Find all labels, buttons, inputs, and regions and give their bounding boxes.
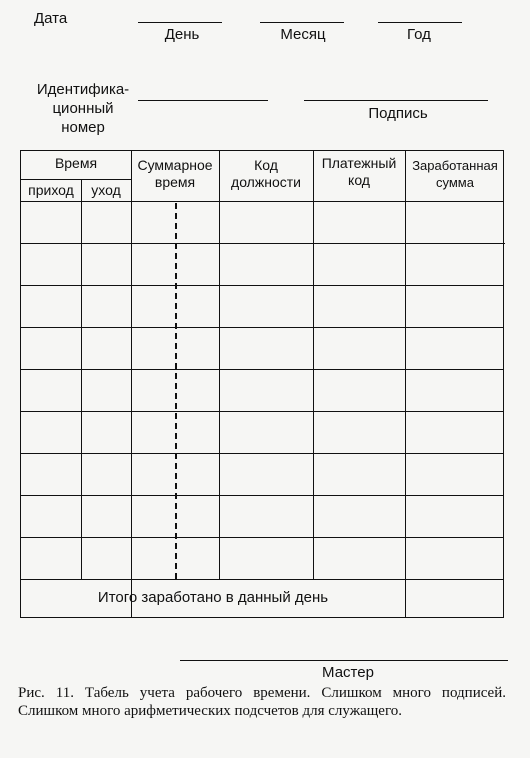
- date-label: Дата: [34, 10, 68, 27]
- arrival-header: приход: [28, 182, 74, 198]
- earned-sum-header: [405, 157, 505, 191]
- payment-code-header: [313, 155, 405, 189]
- month-field-line[interactable]: [260, 22, 344, 23]
- month-label: Месяц: [280, 26, 326, 43]
- id-label-line2: ционный: [52, 100, 114, 117]
- row-line: [21, 453, 503, 454]
- row-line: [21, 537, 503, 538]
- position-code-header: [219, 157, 313, 191]
- day-field-line[interactable]: [138, 22, 222, 23]
- row-line: [21, 369, 503, 370]
- time-header: Время: [54, 155, 98, 171]
- master-signature-line[interactable]: [180, 660, 508, 661]
- payment-code-header-line2: код: [348, 172, 370, 188]
- earned-sum-header-line2: сумма: [436, 175, 474, 190]
- row-line: [21, 411, 503, 412]
- time-subheader-line: [21, 179, 131, 180]
- total-time-header-line2: время: [154, 174, 196, 190]
- payment-code-header-line1: Платежный: [321, 155, 397, 171]
- col-divider-arrival: [81, 179, 82, 579]
- departure-header: уход: [91, 182, 121, 198]
- signature-label: Подпись: [368, 105, 428, 122]
- total-time-dashed-divider: [175, 203, 177, 579]
- id-number-field-line[interactable]: [138, 100, 268, 101]
- id-label-line1: Идентифика-: [36, 81, 130, 98]
- position-code-header-line2: должности: [231, 174, 301, 190]
- row-line: [21, 327, 503, 328]
- col-divider-departure: [131, 151, 132, 617]
- total-row-line: [21, 579, 503, 580]
- year-field-line[interactable]: [378, 22, 462, 23]
- position-code-header-line1: Код: [254, 157, 278, 173]
- col-divider-total-time: [219, 151, 220, 579]
- signature-field-line[interactable]: [304, 100, 488, 101]
- id-number-label: [28, 80, 138, 137]
- row-line: [21, 285, 503, 286]
- row-line: [21, 243, 505, 244]
- year-label: Год: [407, 26, 431, 43]
- total-earned-cell[interactable]: [407, 581, 503, 617]
- figure-caption: Рис. 11. Табель учета рабочего времени. Слишком много подписей. Слишком много арифметических подсчетов для служащего.: [18, 685, 506, 719]
- total-earned-label: Итого заработано в данный день: [97, 589, 329, 606]
- col-divider-payment: [405, 151, 406, 617]
- total-time-header-line1: Суммарное: [137, 157, 213, 173]
- id-label-line3: номер: [61, 119, 105, 136]
- earned-sum-header-line1: Заработанная: [412, 158, 498, 173]
- day-label: День: [164, 26, 200, 43]
- total-time-header: [131, 157, 219, 191]
- master-label: Мастер: [322, 664, 374, 681]
- col-divider-position: [313, 151, 314, 579]
- row-line: [21, 495, 503, 496]
- header-bottom-line: [21, 201, 503, 202]
- timesheet-table: [20, 150, 504, 618]
